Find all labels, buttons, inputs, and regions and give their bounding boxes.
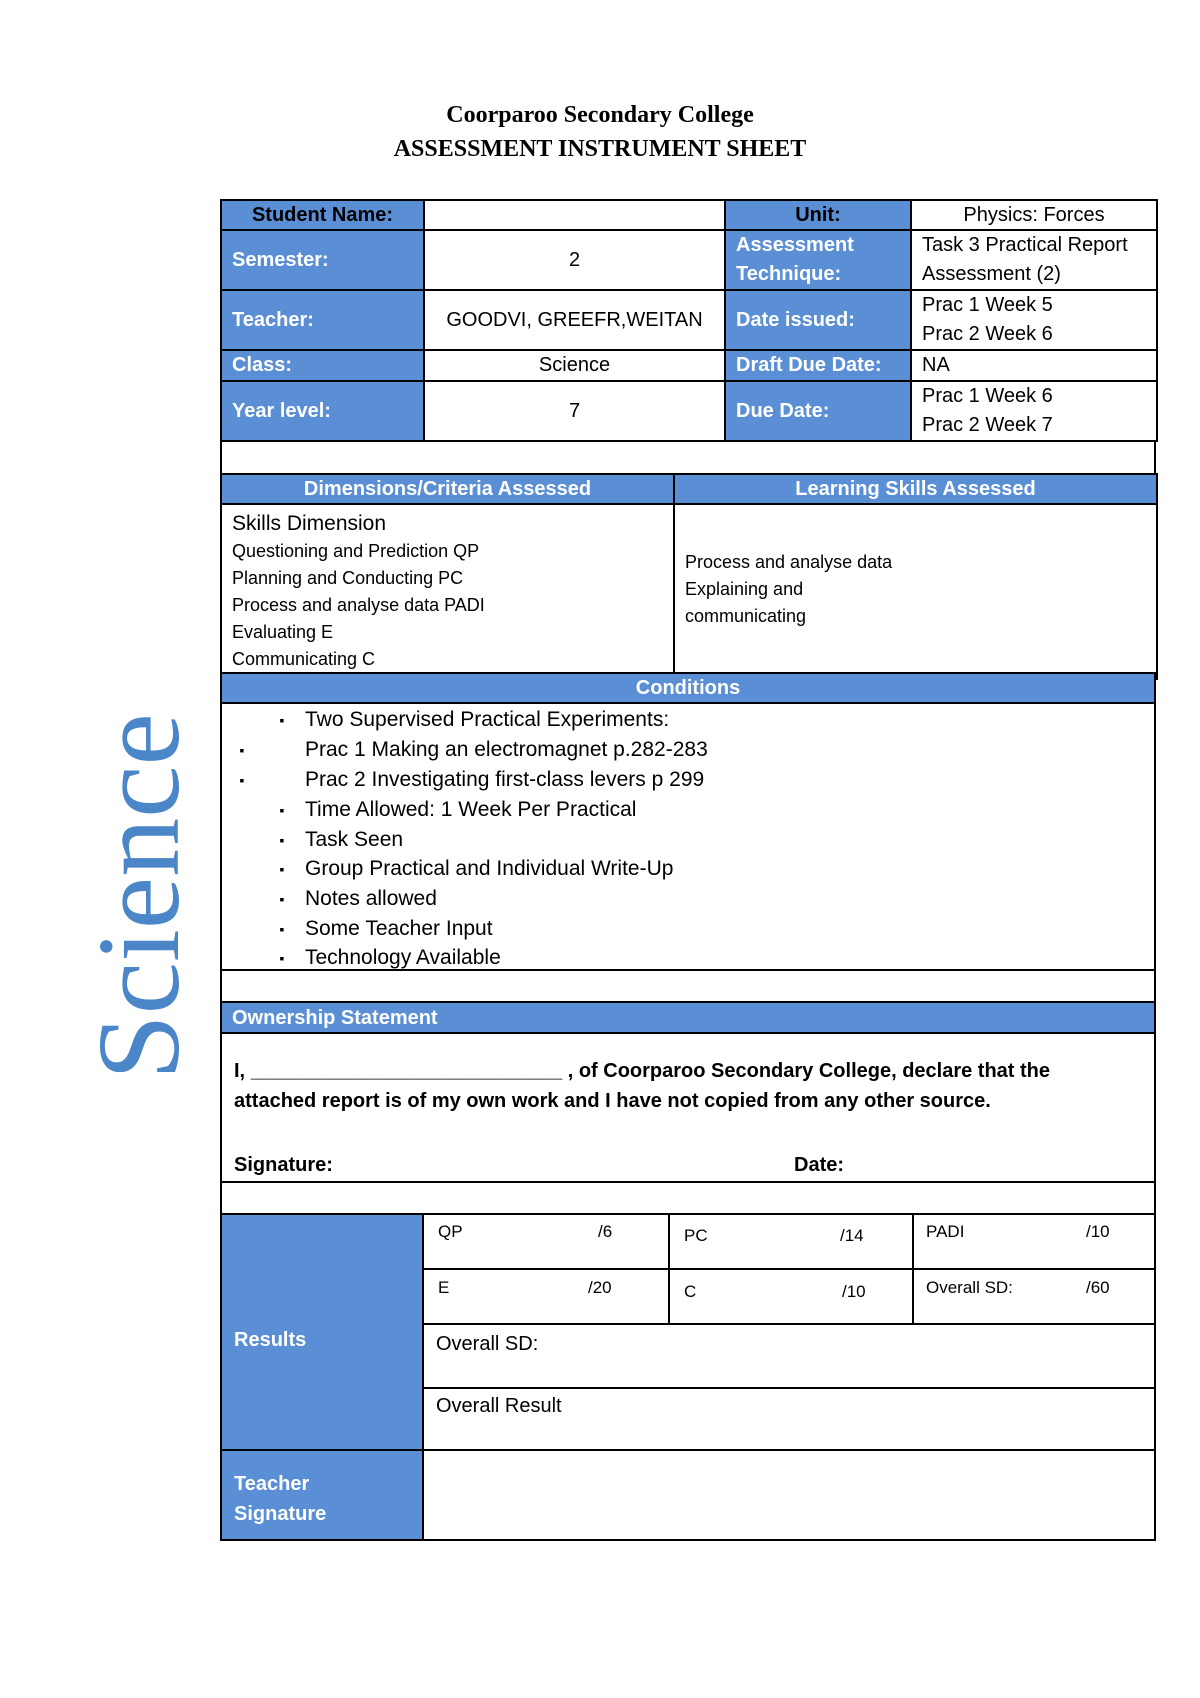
ownership-heading: Ownership Statement [220, 1001, 1156, 1034]
criteria-table [220, 473, 1158, 680]
criteria-item: Questioning and Prediction QP [232, 541, 480, 561]
unit-value: Physics: Forces [911, 200, 1157, 230]
overall-sd-row: Overall SD: [422, 1323, 1156, 1389]
criteria-heading: Dimensions/Criteria Assessed [221, 474, 674, 504]
score-cell-c: C /10 [668, 1268, 914, 1325]
criteria-item: Communicating C [232, 649, 376, 669]
score-cell-e: E /20 [422, 1268, 670, 1325]
skills-dimension-title: Skills Dimension [232, 512, 387, 535]
date-issued-value: Prac 1 Week 5 Prac 2 Week 6 [911, 290, 1157, 350]
assessment-info-table [220, 199, 1158, 442]
teacher-signature-label: Teacher Signature [220, 1449, 424, 1541]
criteria-item: Evaluating E [232, 622, 334, 642]
criteria-cell [221, 504, 674, 679]
score-cell-pc: PC /14 [668, 1213, 914, 1270]
teacher-value: GOODVI, GREEFR,WEITAN [424, 290, 725, 350]
score-cell-overall-sd: Overall SD: /60 [912, 1268, 1156, 1325]
criteria-item: Process and analyse data PADI [232, 595, 485, 615]
semester-value: 2 [424, 230, 725, 290]
conditions-heading: Conditions [220, 672, 1156, 704]
score-cell-qp: QP /6 [422, 1213, 670, 1270]
draft-due-date-value: NA [911, 350, 1157, 381]
due-date-label: Due Date: [725, 381, 911, 441]
results-label: Results [220, 1213, 424, 1451]
year-level-value: 7 [424, 381, 725, 441]
blank-spacer-row [220, 971, 1156, 1001]
assessment-technique-value: Task 3 Practical Report Assessment (2) [911, 230, 1157, 290]
date-issued-label: Date issued: [725, 290, 911, 350]
date-label: Date: [794, 1154, 845, 1176]
skill-item: Process and analyse data [685, 552, 893, 572]
year-level-label: Year level: [221, 381, 424, 441]
ownership-statement [220, 1032, 1156, 1183]
school-name: Coorparoo Secondary College [446, 102, 754, 128]
score-cell-padi: PADI /10 [912, 1213, 1156, 1270]
ownership-text: , of Coorparoo Secondary College, declare that the [567, 1060, 1051, 1082]
teacher-label: Teacher: [221, 290, 424, 350]
learning-skills-cell [674, 504, 1157, 679]
student-name-field[interactable] [424, 200, 725, 230]
sheet-title: ASSESSMENT INSTRUMENT SHEET [393, 136, 807, 162]
student-name-blank[interactable]: ____________________________ [250, 1060, 563, 1082]
signature-label: Signature: [234, 1154, 333, 1176]
teacher-signature-field[interactable] [422, 1449, 1156, 1541]
due-date-value: Prac 1 Week 6 Prac 2 Week 7 [911, 381, 1157, 441]
overall-result-row: Overall Result [422, 1387, 1156, 1451]
unit-label: Unit: [725, 200, 911, 230]
student-name-label: Student Name: [221, 200, 424, 230]
class-label: Class: [221, 350, 424, 381]
class-value: Science [424, 350, 725, 381]
conditions-list: ▪ Two Supervised Practical Experiments: ▪ Prac 1 Making an electromagnet p.282-283 ▪ Prac 2 Investigating first-class levers p 299 ▪ Time Allowed: 1 Week Per Practical ▪ Task Seen ▪ Group Practical and Individual Write-Up ▪ Notes allowed ▪ Some Teacher Input ▪ Technology Available [220, 702, 1156, 971]
ownership-text: I, [234, 1060, 246, 1082]
skill-item: communicating [685, 606, 807, 626]
draft-due-date-label: Draft Due Date: [725, 350, 911, 381]
skill-item: Explaining and [685, 579, 804, 599]
blank-spacer-row [220, 1183, 1156, 1213]
learning-skills-heading: Learning Skills Assessed [674, 474, 1157, 504]
criteria-item: Planning and Conducting PC [232, 568, 464, 588]
assessment-technique-label: Assessment Technique: [725, 230, 911, 290]
blank-spacer-row [220, 442, 1156, 474]
semester-label: Semester: [221, 230, 424, 290]
ownership-text: attached report is of my own work and I have not copied from any other source. [234, 1090, 991, 1112]
